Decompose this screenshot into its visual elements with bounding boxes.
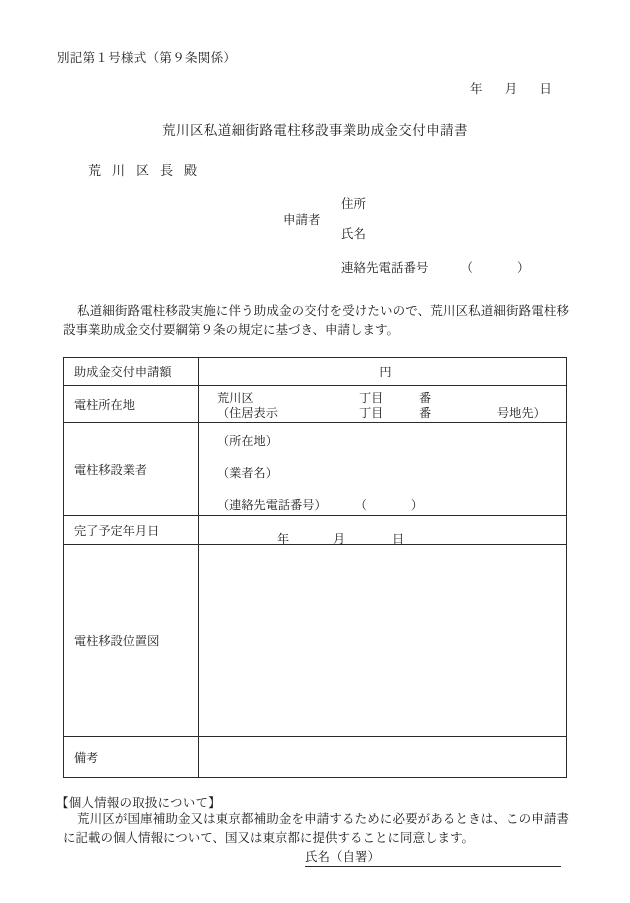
- location-chome-2: 丁目: [359, 406, 384, 420]
- date-day: 日: [539, 82, 553, 96]
- table-row-map: [64, 545, 567, 737]
- map-label: 電柱移設位置図: [64, 545, 199, 737]
- location-ward: 荒川区: [217, 391, 254, 405]
- date-month: 月: [504, 82, 518, 96]
- location-ban-1: 番: [419, 391, 432, 405]
- location-chome-1: 丁目: [359, 391, 384, 405]
- applicant-tel-paren-open: （: [460, 261, 474, 275]
- note-label: 備考: [64, 737, 199, 778]
- vendor-label: 電柱移設業者: [64, 423, 199, 516]
- table-row-note: [64, 737, 567, 778]
- vendor-address-label: （所在地）: [217, 434, 278, 448]
- applicant-tel-label: 連絡先電話番号: [341, 261, 429, 275]
- amount-value-cell[interactable]: [199, 358, 567, 386]
- due-year: 年: [277, 532, 290, 546]
- date-year: 年: [470, 82, 483, 96]
- applicant-tel-row: [341, 258, 530, 276]
- privacy-text: 荒川区が国庫補助金又は東京都補助金を申請するために必要があるときは、この申請書に記載の個人情報について、国又は東京都に提供することに同意します。: [63, 812, 569, 845]
- location-residence-label: （住居表示: [217, 406, 278, 420]
- applicant-name-label: 氏名: [341, 227, 367, 241]
- vendor-tel-row: [217, 496, 423, 513]
- privacy-heading: 【個人情報の取扱について】: [56, 796, 221, 810]
- applicant-tel-paren-close: ）: [517, 261, 530, 275]
- applicant-label: 申請者: [283, 213, 321, 227]
- signature-line[interactable]: [305, 847, 561, 867]
- location-ban-2: 番: [419, 406, 432, 420]
- location-go: 号地先）: [497, 406, 546, 420]
- map-drawing-area[interactable]: [199, 545, 567, 737]
- location-label: 電柱所在地: [64, 386, 199, 423]
- vendor-tel-paren-open: （: [354, 498, 367, 512]
- table-row-amount: [64, 358, 567, 386]
- form-code: 別記第１号様式（第９条関係）: [57, 51, 237, 65]
- due-month: 月: [333, 532, 346, 546]
- application-table: [63, 357, 567, 778]
- vendor-name-label: （業者名）: [217, 466, 278, 480]
- location-line-2: [217, 404, 546, 421]
- body-paragraph: 私道細街路電柱移設実施に伴う助成金の交付を受けたいので、荒川区私道細街路電柱移設事業助成金交付要綱第９条の規定に基づき、申請します。: [63, 304, 569, 338]
- due-date-value-cell[interactable]: [199, 516, 567, 545]
- applicant-address-label: 住所: [341, 197, 367, 211]
- due-day: 日: [392, 532, 405, 546]
- table-row-vendor: [64, 423, 567, 516]
- date-line: [470, 79, 552, 97]
- amount-label: 助成金交付申請額: [64, 358, 199, 386]
- amount-unit: 円: [379, 365, 392, 379]
- signature-label: 氏名（自署）: [305, 850, 381, 864]
- table-row-location: [64, 386, 567, 423]
- addressee: 荒川区長殿: [88, 163, 209, 178]
- page-title: 荒川区私道細街路電柱移設事業助成金交付申請書: [162, 123, 468, 138]
- table-row-due-date: [64, 516, 567, 545]
- vendor-tel-label: （連絡先電話番号）: [217, 498, 327, 512]
- location-value-cell[interactable]: [199, 386, 567, 423]
- note-value-cell[interactable]: [199, 737, 567, 778]
- due-date-label: 完了予定年月日: [64, 516, 199, 545]
- vendor-tel-paren-close: ）: [410, 498, 424, 512]
- vendor-value-cell[interactable]: [199, 423, 567, 516]
